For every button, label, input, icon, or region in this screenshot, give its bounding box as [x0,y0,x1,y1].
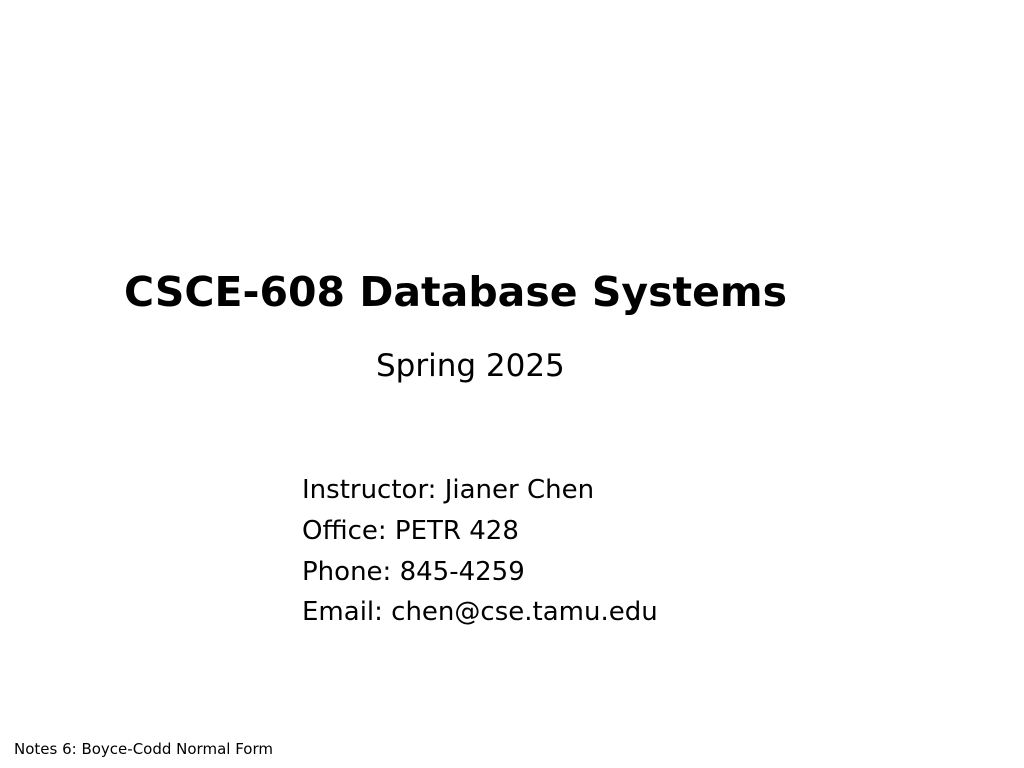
instructor-office-line: Office: PETR 428 [302,515,519,546]
instructor-phone-line: Phone: 845-4259 [302,556,525,587]
instructor-info-block [302,470,658,633]
instructor-email-line: Email: chen@cse.tamu.edu [302,597,658,628]
slide-subtitle: Spring 2025 [376,348,565,384]
page-title: CSCE-608 Database Systems [124,268,788,317]
instructor-name-line: Instructor: Jianer Chen [302,475,595,505]
slide-footer-note: Notes 6: Boyce-Codd Normal Form [14,740,273,758]
